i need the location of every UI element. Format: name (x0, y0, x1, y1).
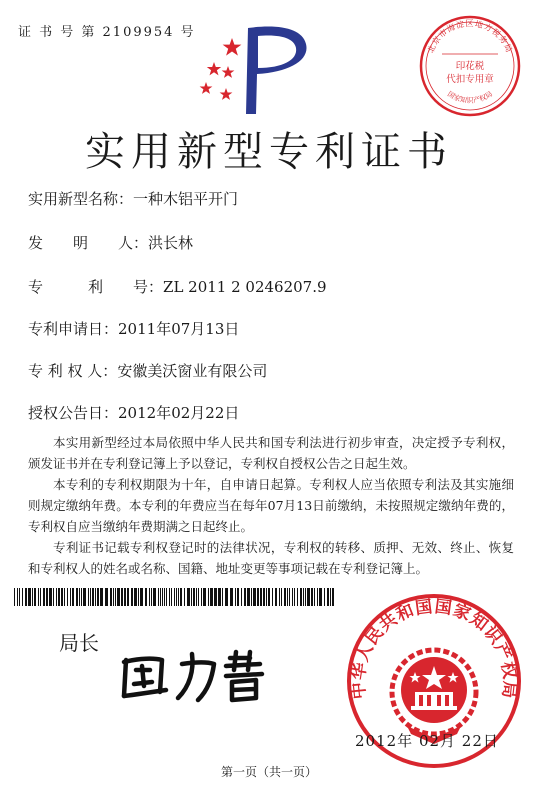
director-signature (100, 640, 290, 710)
field-utility-model-name (28, 188, 238, 209)
body-paragraph-3: 专利证书记载专利权登记时的法律状况，专利权的转移、质押、无效、终止、恢复和专利权人的姓名或名称、国籍、地址变更等事项记载在专利登记簿上。 (28, 540, 514, 576)
field-value: 安徽美沃窗业有限公司 (117, 362, 268, 380)
svg-text:北京市海淀区地方税务局 (425, 18, 514, 54)
field-label: 专利申请日： (28, 320, 119, 338)
field-label: 实用新型名称： (28, 190, 134, 208)
official-seal-ring-text: 中华人民共和国国家知识产权局 (348, 596, 520, 701)
field-value: 2011年07月13日 (118, 320, 240, 338)
tax-stamp-seal (418, 14, 522, 118)
small-seal-bottom-text: 国家知识产权局 (445, 90, 495, 105)
field-label: 专 利 权 人： (28, 362, 118, 380)
barcode (14, 588, 336, 606)
body-paragraph-1: 本实用新型经过本局依照中华人民共和国专利法进行初步审查，决定授予专利权，颁发证书并在专利登记簿上予以登记，专利权自授权公告之日起生效。 (28, 435, 514, 471)
field-value: 2012年02月22日 (118, 404, 240, 422)
small-seal-center-line2: 代扣专用章 (446, 74, 494, 85)
small-seal-ring-text: 北京市海淀区地方税务局 (426, 19, 514, 55)
field-label: 发 明 人： (28, 234, 149, 252)
field-patentee (28, 360, 267, 381)
field-label: 授权公告日： (28, 404, 119, 422)
field-value: 一种木铝平开门 (133, 190, 239, 208)
field-inventor (28, 232, 193, 253)
issue-date: 2012年 02月 22日 (355, 732, 499, 750)
field-label: 专 利 号： (28, 278, 164, 296)
field-value: 洪长林 (148, 234, 194, 252)
director-label: 局长 (59, 631, 99, 655)
field-filing-date (28, 318, 239, 339)
field-value: ZL 2011 2 0246207.9 (163, 278, 327, 296)
field-patent-number (28, 276, 327, 297)
svg-text:国家知识产权局 (446, 89, 494, 105)
field-grant-date (28, 402, 239, 423)
certificate-body-text (28, 432, 514, 579)
patent-office-logo (192, 22, 332, 124)
body-paragraph-2: 本专利的专利权期限为十年，自申请日起算。专利权人应当依照专利法及其实施细则规定缴纳年费。本专利的年费应当在每年07月13日前缴纳，未按照规定缴纳年费的，专利权自应当缴纳年费期满之日起终止。 (28, 477, 514, 534)
certificate-title: 实用新型专利证书 (85, 129, 453, 175)
page-number: 第一页（共一页） (220, 765, 317, 779)
small-seal-center-line1: 印花税 (455, 61, 485, 72)
certificate-number: 证 书 号 第 2109954 号 (18, 25, 196, 40)
